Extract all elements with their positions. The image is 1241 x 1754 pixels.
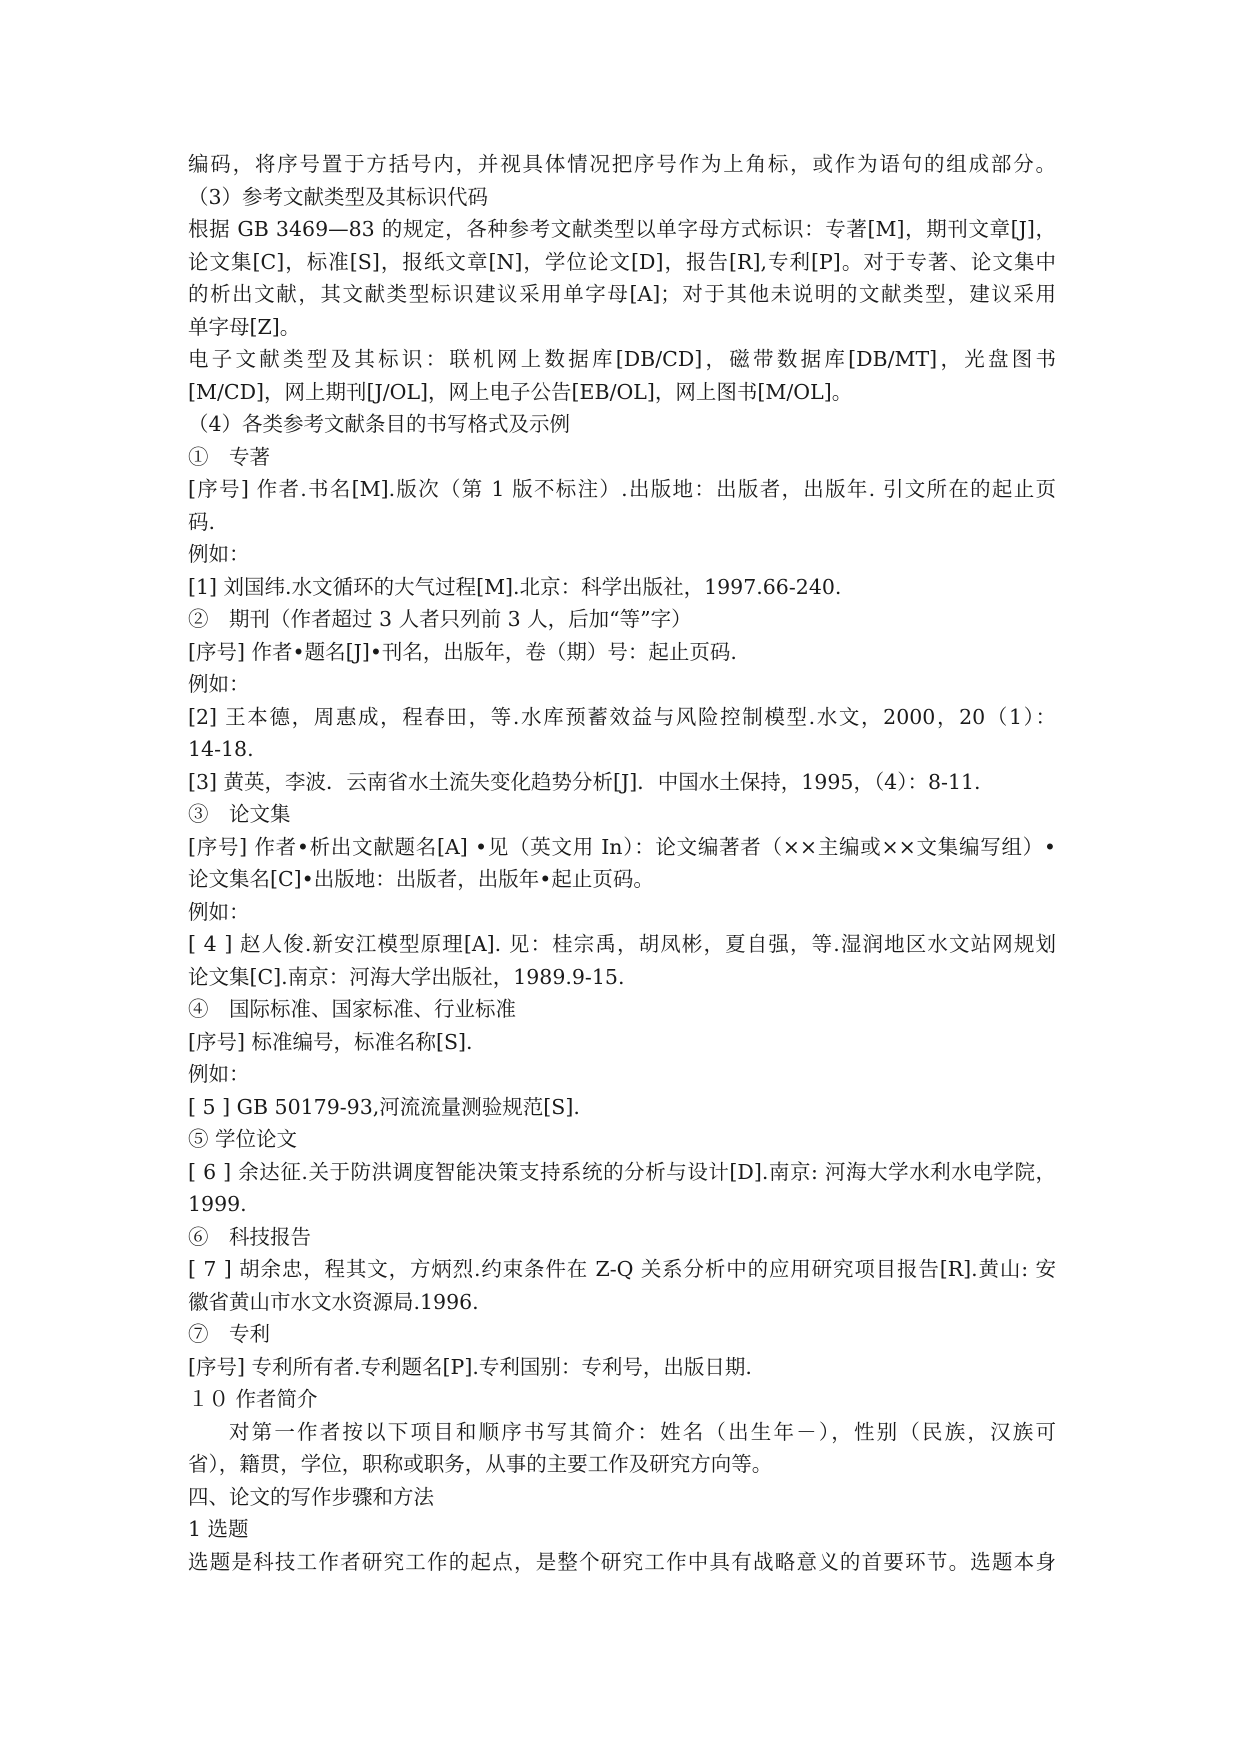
item-heading: ③ 论文集 xyxy=(188,802,291,826)
text-line: [M/CD]，网上期刊[J/OL]，网上电子公告[EB/OL]，网上图书[M/OL]。 xyxy=(188,379,853,404)
paragraph-line: 对第一作者按以下项目和顺序书写其简介：姓名（出生年－），性别（民族，汉族可 xyxy=(229,1419,1056,1444)
item-heading: ⑦ 专利 xyxy=(188,1322,270,1346)
section-heading: 1 选题 xyxy=(188,1517,249,1541)
format-line: [序号] 作者•析出文献题名[A] •见（英文用 In）：论文编著者（××主编或××文集编写组）• xyxy=(188,834,1056,859)
reference-example: [ 5 ] GB 50179-93,河流流量测验规范[S]. xyxy=(188,1094,580,1119)
section-heading: （3）参考文献类型及其标识代码 xyxy=(188,184,489,209)
item-heading: ① 专著 xyxy=(188,444,270,469)
reference-example: 14-18. xyxy=(188,737,254,761)
example-label: 例如： xyxy=(188,899,250,924)
example-label: 例如： xyxy=(188,672,250,696)
reference-example: [ 7 ] 胡余忠，程其文，方炳烈.约束条件在 Z-Q 关系分析中的应用研究项目报告[R].黄山: 安 xyxy=(188,1257,1056,1281)
section-heading: （4）各类参考文献条目的书写格式及示例 xyxy=(188,412,571,436)
reference-example: [2] 王本德，周惠成，程春田，等.水库预蓄效益与风险控制模型.水文，2000，20（1）： xyxy=(188,704,1056,729)
paragraph-line: 选题是科技工作者研究工作的起点，是整个研究工作中具有战略意义的首要环节。选题本身 xyxy=(188,1549,1056,1574)
reference-example: 论文集[C].南京：河海大学出版社，1989.9-15. xyxy=(188,964,625,989)
text-line: 论文集[C]，标准[S]，报纸文章[N]，学位论文[D]，报告[R],专利[P]。对于专著、论文集中 xyxy=(188,249,1056,274)
format-line: 论文集名[C]•出版地：出版者，出版年•起止页码。 xyxy=(188,867,654,891)
item-heading: ② 期刊（作者超过 3 人者只列前 3 人，后加“等”字） xyxy=(188,607,692,631)
reference-example: 徽省黄山市水文水资源局.1996. xyxy=(188,1289,479,1314)
example-label: 例如： xyxy=(188,542,250,566)
format-line: [序号] 专利所有者.专利题名[P].专利国别：专利号，出版日期. xyxy=(188,1354,752,1379)
text-line: 电子文献类型及其标识：联机网上数据库[DB/CD]，磁带数据库[DB/MT]，光盘图书 xyxy=(188,347,1056,371)
reference-example: [ 4 ] 赵人俊.新安江模型原理[A]. 见：桂宗禹，胡凤彬，夏自强，等.湿润地区水文站网规划 xyxy=(188,932,1056,956)
reference-example: 1999. xyxy=(188,1192,247,1216)
text-line: 编码，将序号置于方括号内，并视具体情况把序号作为上角标，或作为语句的组成部分。 xyxy=(188,152,1056,176)
format-line: [序号] 标准编号，标准名称[S]. xyxy=(188,1029,473,1054)
chapter-heading: 四、论文的写作步骤和方法 xyxy=(188,1484,434,1509)
text-line: 根据 GB 3469—83 的规定，各种参考文献类型以单字母方式标识：专著[M]，期刊文章[J]， xyxy=(188,217,1056,241)
text-line: 的析出文献，其文献类型标识建议采用单字母[A]；对于其他未说明的文献类型，建议采用 xyxy=(188,282,1056,306)
format-line: [序号] 作者.书名[M].版次（第 1 版不标注）.出版地：出版者，出版年. 引文所在的起止页 xyxy=(188,477,1056,501)
text-line: 单字母[Z]。 xyxy=(188,314,301,339)
item-heading: ④ 国际标准、国家标准、行业标准 xyxy=(188,997,516,1021)
section-heading: １０ 作者简介 xyxy=(188,1387,318,1411)
document-body xyxy=(188,148,1056,1578)
reference-example: [1] 刘国纬.水文循环的大气过程[M].北京：科学出版社，1997.66-240. xyxy=(188,574,842,599)
item-heading: ⑥ 科技报告 xyxy=(188,1224,311,1249)
reference-example: [ 6 ] 余达征.关于防洪调度智能决策支持系统的分析与设计[D].南京: 河海大学水利水电学院， xyxy=(188,1159,1056,1184)
example-label: 例如： xyxy=(188,1062,250,1086)
format-line: [序号] 作者•题名[J]•刊名，出版年，卷（期）号：起止页码. xyxy=(188,639,737,664)
format-line: 码. xyxy=(188,509,216,534)
reference-example: [3] 黄英，李波．云南省水土流失变化趋势分析[J]．中国水土保持，1995，（4）：8-11. xyxy=(188,769,981,794)
item-heading: ⑤ 学位论文 xyxy=(188,1127,298,1151)
paragraph-line: 省），籍贯，学位，职称或职务，从事的主要工作及研究方向等。 xyxy=(188,1452,773,1476)
